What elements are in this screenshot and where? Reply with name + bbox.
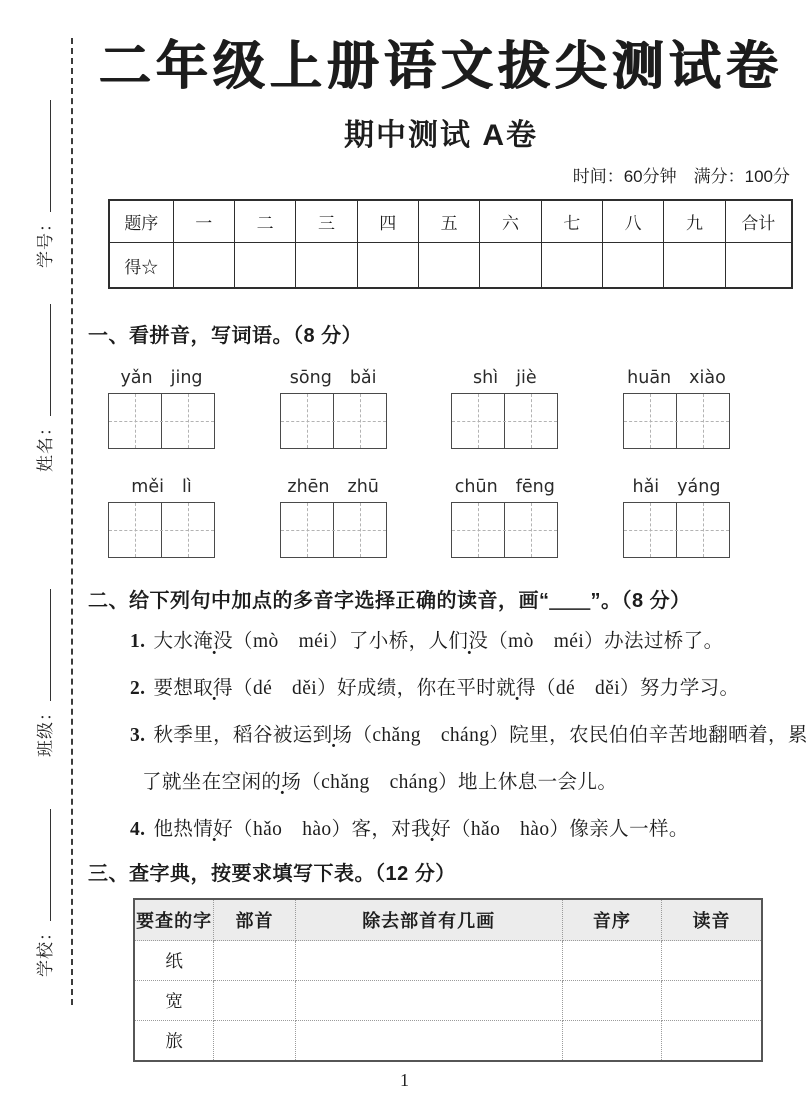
dict-header-radical: 部首 (214, 900, 295, 941)
score-cell[interactable] (357, 243, 418, 288)
pinyin-word (623, 477, 730, 558)
sentence-4 (130, 807, 809, 854)
sentence-2 (130, 666, 809, 713)
score-col-8: 八 (602, 201, 663, 243)
dict-answer-cell[interactable] (562, 981, 661, 1021)
score-cell-total[interactable] (725, 243, 791, 288)
sentence-1 (130, 619, 809, 666)
writing-cell[interactable] (624, 394, 677, 448)
writing-cell[interactable] (505, 503, 557, 557)
writing-cell[interactable] (281, 394, 334, 448)
writing-cell[interactable] (334, 503, 386, 557)
dict-header-strokes: 除去部首有几画 (295, 900, 562, 941)
score-cell[interactable] (541, 243, 602, 288)
side-label-class: 班级： (36, 703, 55, 757)
writing-box (623, 502, 730, 558)
side-label-school: 学校： (36, 923, 55, 977)
exam-meta: 时间：60分钟 满分：100分 (572, 167, 790, 187)
writing-cell[interactable] (162, 394, 214, 448)
pinyin-syllable: zhēn (287, 477, 330, 498)
score-cell[interactable] (664, 243, 725, 288)
pinyin-syllable: měi (131, 477, 164, 498)
score-col-5: 五 (418, 201, 479, 243)
dict-answer-cell[interactable] (662, 981, 761, 1021)
dotted-char: 得 (213, 678, 234, 700)
writing-box (280, 393, 387, 449)
pinyin-word (280, 368, 387, 449)
dict-answer-cell[interactable] (295, 981, 562, 1021)
writing-cell[interactable] (452, 503, 505, 557)
pinyin-word (108, 368, 215, 449)
writing-cell[interactable] (109, 503, 162, 557)
pinyin-syllable: jiè (516, 368, 537, 389)
sentence-list (88, 619, 808, 853)
pinyin-syllable: lì (181, 477, 192, 498)
sentence-number: 2. (130, 678, 146, 700)
score-cell[interactable] (480, 243, 541, 288)
page-title: 二年级上册语文拔尖测试卷 (98, 38, 783, 96)
score-cell[interactable] (418, 243, 479, 288)
pinyin-syllable: jing (170, 368, 203, 389)
sentence-text: 大水淹没（mò méi）了小桥，人们没（mò méi）办法过桥了。 (153, 631, 724, 653)
side-field-student-id (31, 100, 56, 268)
writing-box (280, 502, 387, 558)
writing-cell[interactable] (162, 503, 214, 557)
dict-char-cell: 宽 (135, 981, 214, 1021)
score-cell[interactable] (173, 243, 234, 288)
sentence-text: 秋季里，稻谷被运到场（chǎng cháng）院里，农民伯伯辛苦地翻晒着，累了就坐在空闲的场（chǎng cháng）地上休息一会儿。 (142, 724, 808, 793)
writing-cell[interactable] (281, 503, 334, 557)
page-number: 1 (400, 1070, 409, 1090)
score-col-4: 四 (357, 201, 418, 243)
dotted-char: 得 (516, 678, 536, 700)
pinyin-syllable: xiào (689, 368, 726, 389)
dotted-char: 没 (468, 631, 489, 653)
score-col-6: 六 (480, 201, 541, 243)
writing-cell[interactable] (334, 394, 386, 448)
pinyin-row-1 (108, 368, 730, 449)
writing-box (623, 393, 730, 449)
pinyin-row-2 (108, 477, 730, 558)
dict-answer-cell[interactable] (295, 1021, 562, 1061)
score-cell[interactable] (234, 243, 295, 288)
pinyin-syllable: chūn (454, 477, 498, 498)
dotted-char: 场 (281, 771, 302, 793)
sentence-number: 3. (130, 724, 146, 746)
pinyin-word (451, 368, 558, 449)
score-header-row (110, 201, 791, 243)
sentence-text: 要想取得（dé děi）好成绩，你在平时就得（dé děi）努力学习。 (153, 678, 740, 700)
dict-row-1 (135, 941, 761, 981)
writing-box (108, 502, 215, 558)
score-value-row (110, 243, 791, 288)
dict-answer-cell[interactable] (214, 941, 295, 981)
sentence-number: 4. (130, 818, 146, 840)
side-label-name: 姓名： (36, 418, 55, 472)
writing-cell[interactable] (677, 503, 729, 557)
side-field-school (31, 809, 56, 977)
writing-cell[interactable] (677, 394, 729, 448)
pinyin-word (280, 477, 387, 558)
score-col-1: 一 (173, 201, 234, 243)
score-row-label: 得☆ (110, 243, 173, 288)
dotted-char: 好 (431, 818, 451, 840)
writing-box (108, 393, 215, 449)
score-col-7: 七 (541, 201, 602, 243)
dict-char-cell: 纸 (135, 941, 214, 981)
name-blank-line[interactable] (45, 304, 51, 416)
sentence-text: 他热情好（hǎo hào）客，对我好（hǎo hào）像亲人一样。 (153, 818, 689, 840)
dictionary-table (133, 898, 763, 1062)
page-subtitle: 期中测试 A卷 (344, 119, 538, 153)
dict-answer-cell[interactable] (214, 981, 295, 1021)
dict-header-reading: 读音 (662, 900, 761, 941)
dict-answer-cell[interactable] (295, 941, 562, 981)
side-field-name (31, 304, 56, 472)
pinyin-syllable: bǎi (349, 368, 377, 389)
dotted-char: 场 (332, 724, 353, 746)
dotted-char: 没 (213, 631, 234, 653)
writing-cell[interactable] (109, 394, 162, 448)
score-col-2: 二 (234, 201, 295, 243)
pinyin-syllable: yǎn (120, 368, 153, 389)
dict-header-initial: 音序 (562, 900, 661, 941)
writing-cell[interactable] (505, 394, 557, 448)
pinyin-syllable: hǎi (632, 477, 660, 498)
section-one-title: 一、看拼音，写词语。（8 分） (88, 325, 363, 348)
binding-dashed-line (71, 38, 73, 1005)
dict-char-cell: 旅 (135, 1021, 214, 1061)
dict-row-2 (135, 981, 761, 1021)
score-col-9: 九 (664, 201, 725, 243)
pinyin-syllable: fēng (515, 477, 555, 498)
student-id-blank-line[interactable] (45, 100, 51, 212)
score-table (108, 199, 793, 289)
score-col-total: 合计 (725, 201, 791, 243)
pinyin-syllable: zhū (347, 477, 379, 498)
main-content (88, 0, 808, 1062)
dict-answer-cell[interactable] (214, 1021, 295, 1061)
dict-answer-cell[interactable] (562, 1021, 661, 1061)
sentence-number: 1. (130, 631, 146, 653)
pinyin-word (451, 477, 558, 558)
pinyin-word (623, 368, 730, 449)
side-label-student-id: 学号： (36, 214, 55, 268)
side-field-class (31, 589, 56, 757)
dict-row-3 (135, 1021, 761, 1061)
dict-answer-cell[interactable] (662, 1021, 761, 1061)
writing-box (451, 502, 558, 558)
score-cell[interactable] (296, 243, 357, 288)
writing-cell[interactable] (452, 394, 505, 448)
writing-cell[interactable] (624, 503, 677, 557)
score-cell[interactable] (602, 243, 663, 288)
section-two-title: 二、给下列句中加点的多音字选择正确的读音，画“＿＿”。（8 分） (88, 590, 691, 613)
score-col-3: 三 (296, 201, 357, 243)
pinyin-syllable: huān (627, 368, 672, 389)
pinyin-word (108, 477, 215, 558)
sentence-3 (130, 713, 809, 807)
dotted-char: 好 (213, 818, 234, 840)
class-blank-line[interactable] (45, 589, 51, 701)
dict-answer-cell[interactable] (662, 941, 761, 981)
school-blank-line[interactable] (45, 809, 51, 921)
dict-header-row (135, 900, 761, 941)
pinyin-syllable: yáng (677, 477, 721, 498)
pinyin-syllable: sōng (289, 368, 332, 389)
score-corner-label: 题序 (110, 201, 173, 243)
dict-header-char: 要查的字 (135, 900, 214, 941)
section-three-title: 三、查字典，按要求填写下表。（12 分） (88, 863, 456, 886)
pinyin-syllable: shì (473, 368, 499, 389)
dict-answer-cell[interactable] (562, 941, 661, 981)
writing-box (451, 393, 558, 449)
